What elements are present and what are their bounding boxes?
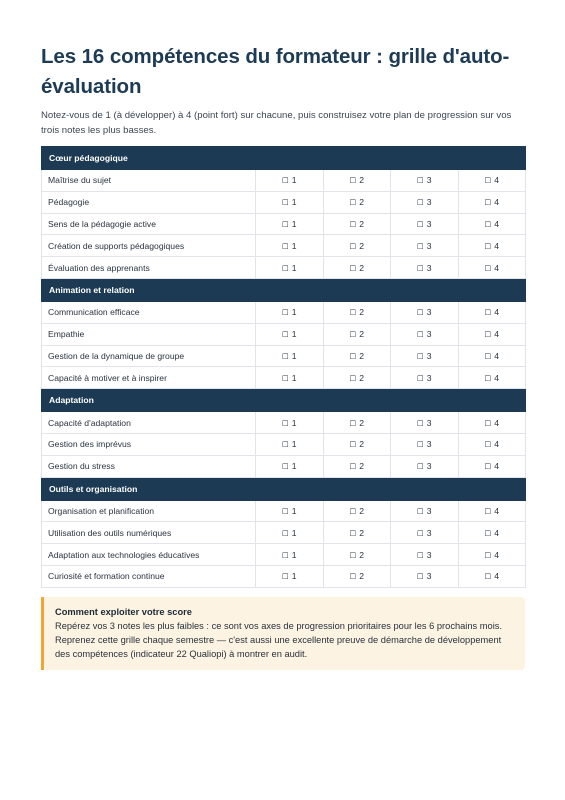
checkbox-icon[interactable]: ☐ (484, 351, 492, 361)
checkbox-icon[interactable]: ☐ (416, 440, 424, 450)
score-option-4[interactable] (458, 213, 526, 235)
score-value: 1 (291, 307, 297, 318)
checkbox-icon[interactable]: ☐ (281, 373, 289, 383)
score-option-3[interactable] (391, 522, 459, 544)
score-option-4[interactable] (458, 235, 526, 257)
score-value: 4 (494, 372, 500, 383)
score-value: 3 (426, 307, 432, 318)
score-option-3[interactable] (391, 301, 459, 323)
score-value: 3 (426, 197, 432, 208)
checkbox-icon[interactable]: ☐ (349, 550, 357, 560)
competency-label: Capacité d'adaptation (42, 412, 256, 434)
score-option-2[interactable] (323, 500, 391, 522)
checkbox-icon[interactable]: ☐ (349, 506, 357, 516)
score-value: 2 (359, 262, 364, 273)
score-option-1[interactable] (256, 323, 324, 345)
competency-label: Empathie (42, 323, 256, 345)
score-option-3[interactable] (391, 235, 459, 257)
checkbox-icon[interactable]: ☐ (484, 440, 492, 450)
score-option-1[interactable] (256, 191, 324, 213)
score-value: 3 (426, 571, 432, 582)
checkbox-icon[interactable]: ☐ (349, 198, 357, 208)
score-value: 3 (426, 417, 432, 428)
score-value: 2 (359, 197, 364, 208)
score-value: 3 (426, 461, 432, 472)
score-option-1[interactable] (256, 522, 324, 544)
score-option-2[interactable] (323, 412, 391, 434)
checkbox-icon[interactable]: ☐ (281, 241, 289, 251)
score-value: 4 (494, 175, 500, 186)
competency-label: Adaptation aux technologies éducatives (42, 544, 256, 566)
checkbox-icon[interactable]: ☐ (416, 418, 424, 428)
score-value: 4 (494, 461, 500, 472)
competency-label: Pédagogie (42, 191, 256, 213)
score-value: 2 (359, 218, 364, 229)
checkbox-icon[interactable]: ☐ (349, 308, 357, 318)
competency-label: Curiosité et formation continue (42, 565, 256, 587)
competency-row (42, 213, 526, 235)
score-option-1[interactable] (256, 412, 324, 434)
score-option-1[interactable] (256, 170, 324, 192)
score-value: 4 (494, 350, 500, 361)
score-option-2[interactable] (323, 191, 391, 213)
section-header (42, 278, 526, 301)
checkbox-icon[interactable]: ☐ (416, 219, 424, 229)
checkbox-icon[interactable]: ☐ (416, 241, 424, 251)
score-option-2[interactable] (323, 433, 391, 455)
checkbox-icon[interactable]: ☐ (416, 198, 424, 208)
competency-label: Communication efficace (42, 301, 256, 323)
checkbox-icon[interactable]: ☐ (416, 308, 424, 318)
score-value: 4 (494, 439, 500, 450)
score-option-3[interactable] (391, 191, 459, 213)
score-value: 3 (426, 175, 432, 186)
checkbox-icon[interactable]: ☐ (416, 330, 424, 340)
score-option-4[interactable] (458, 500, 526, 522)
competency-row (42, 412, 526, 434)
competency-label: Utilisation des outils numériques (42, 522, 256, 544)
section-header (42, 389, 526, 412)
checkbox-icon[interactable]: ☐ (416, 506, 424, 516)
section-title: Outils et organisation (42, 477, 526, 500)
score-value: 3 (426, 549, 432, 560)
score-value: 2 (359, 439, 364, 450)
checkbox-icon[interactable]: ☐ (484, 308, 492, 318)
score-option-1[interactable] (256, 455, 324, 477)
score-option-1[interactable] (256, 301, 324, 323)
section-header (42, 477, 526, 500)
checkbox-icon[interactable]: ☐ (281, 219, 289, 229)
competency-row (42, 323, 526, 345)
checkbox-icon[interactable]: ☐ (416, 528, 424, 538)
score-value: 3 (426, 505, 432, 516)
competency-label: Évaluation des apprenants (42, 257, 256, 279)
competency-row (42, 345, 526, 367)
score-option-4[interactable] (458, 412, 526, 434)
checkbox-icon[interactable]: ☐ (281, 550, 289, 560)
score-value: 3 (426, 329, 432, 340)
tip-title: Comment exploiter votre score (55, 606, 192, 617)
checkbox-icon[interactable]: ☐ (281, 440, 289, 450)
competency-label: Sens de la pédagogie active (42, 213, 256, 235)
score-option-3[interactable] (391, 500, 459, 522)
score-value: 1 (291, 197, 297, 208)
score-option-2[interactable] (323, 301, 391, 323)
competency-row (42, 433, 526, 455)
score-option-4[interactable] (458, 170, 526, 192)
score-value: 1 (291, 571, 297, 582)
score-option-2[interactable] (323, 455, 391, 477)
section-title: Animation et relation (42, 278, 526, 301)
score-option-2[interactable] (323, 323, 391, 345)
score-value: 1 (291, 218, 297, 229)
score-option-3[interactable] (391, 433, 459, 455)
checkbox-icon[interactable]: ☐ (281, 308, 289, 318)
score-option-3[interactable] (391, 367, 459, 389)
score-value: 1 (291, 549, 297, 560)
competency-label: Capacité à motiver et à inspirer (42, 367, 256, 389)
score-option-1[interactable] (256, 235, 324, 257)
score-value: 2 (359, 549, 364, 560)
checkbox-icon[interactable]: ☐ (281, 351, 289, 361)
score-option-1[interactable] (256, 213, 324, 235)
score-option-2[interactable] (323, 544, 391, 566)
checkbox-icon[interactable]: ☐ (349, 418, 357, 428)
competency-label: Gestion de la dynamique de groupe (42, 345, 256, 367)
checkbox-icon[interactable]: ☐ (349, 440, 357, 450)
competency-label: Organisation et planification (42, 500, 256, 522)
checkbox-icon[interactable]: ☐ (349, 462, 357, 472)
score-value: 4 (494, 240, 500, 251)
score-option-3[interactable] (391, 257, 459, 279)
checkbox-icon[interactable]: ☐ (349, 176, 357, 186)
score-value: 4 (494, 505, 500, 516)
score-value: 1 (291, 527, 297, 538)
checkbox-icon[interactable]: ☐ (484, 506, 492, 516)
score-value: 2 (359, 571, 364, 582)
score-value: 2 (359, 461, 364, 472)
score-value: 1 (291, 461, 297, 472)
checkbox-icon[interactable]: ☐ (484, 330, 492, 340)
checkbox-icon[interactable]: ☐ (281, 572, 289, 582)
score-value: 3 (426, 350, 432, 361)
score-value: 2 (359, 372, 364, 383)
competency-row (42, 500, 526, 522)
score-option-2[interactable] (323, 345, 391, 367)
score-option-1[interactable] (256, 367, 324, 389)
checkbox-icon[interactable]: ☐ (484, 176, 492, 186)
competency-row (42, 455, 526, 477)
score-value: 4 (494, 307, 500, 318)
score-option-2[interactable] (323, 213, 391, 235)
score-value: 3 (426, 240, 432, 251)
checkbox-icon[interactable]: ☐ (281, 506, 289, 516)
score-option-3[interactable] (391, 170, 459, 192)
checkbox-icon[interactable]: ☐ (484, 373, 492, 383)
score-option-4[interactable] (458, 455, 526, 477)
score-option-2[interactable] (323, 565, 391, 587)
competency-row (42, 235, 526, 257)
score-value: 2 (359, 307, 364, 318)
score-option-3[interactable] (391, 565, 459, 587)
score-option-4[interactable] (458, 565, 526, 587)
checkbox-icon[interactable]: ☐ (281, 462, 289, 472)
score-value: 1 (291, 175, 297, 186)
score-value: 1 (291, 240, 297, 251)
checkbox-icon[interactable]: ☐ (416, 263, 424, 273)
score-option-2[interactable] (323, 257, 391, 279)
score-value: 3 (426, 439, 432, 450)
checkbox-icon[interactable]: ☐ (349, 572, 357, 582)
checkbox-icon[interactable]: ☐ (281, 418, 289, 428)
score-option-4[interactable] (458, 257, 526, 279)
checkbox-icon[interactable]: ☐ (416, 373, 424, 383)
checkbox-icon[interactable]: ☐ (349, 330, 357, 340)
score-option-2[interactable] (323, 367, 391, 389)
score-option-4[interactable] (458, 345, 526, 367)
checkbox-icon[interactable]: ☐ (281, 263, 289, 273)
score-value: 2 (359, 240, 364, 251)
competency-row (42, 191, 526, 213)
score-option-3[interactable] (391, 323, 459, 345)
checkbox-icon[interactable]: ☐ (281, 330, 289, 340)
checkbox-icon[interactable]: ☐ (281, 198, 289, 208)
score-value: 1 (291, 329, 297, 340)
score-value: 3 (426, 218, 432, 229)
competency-row (42, 544, 526, 566)
score-option-3[interactable] (391, 544, 459, 566)
score-value: 4 (494, 329, 500, 340)
checkbox-icon[interactable]: ☐ (484, 241, 492, 251)
score-option-2[interactable] (323, 235, 391, 257)
competency-label: Création de supports pédagogiques (42, 235, 256, 257)
competency-row (42, 301, 526, 323)
score-value: 4 (494, 549, 500, 560)
checkbox-icon[interactable]: ☐ (416, 462, 424, 472)
score-option-4[interactable] (458, 433, 526, 455)
score-value: 2 (359, 329, 364, 340)
score-option-3[interactable] (391, 213, 459, 235)
checkbox-icon[interactable]: ☐ (349, 219, 357, 229)
tip-box (41, 597, 525, 670)
score-option-2[interactable] (323, 170, 391, 192)
competency-row (42, 565, 526, 587)
score-option-3[interactable] (391, 412, 459, 434)
competency-row (42, 257, 526, 279)
score-value: 4 (494, 218, 500, 229)
grid-body (42, 147, 526, 588)
checkbox-icon[interactable]: ☐ (281, 176, 289, 186)
score-value: 4 (494, 262, 500, 273)
score-value: 4 (494, 571, 500, 582)
score-value: 1 (291, 262, 297, 273)
checkbox-icon[interactable]: ☐ (416, 176, 424, 186)
score-value: 3 (426, 527, 432, 538)
checkbox-icon[interactable]: ☐ (416, 550, 424, 560)
checkbox-icon[interactable]: ☐ (484, 219, 492, 229)
competency-row (42, 522, 526, 544)
page-title: Les 16 compétences du formateur : grille d'auto-évaluation (41, 45, 510, 98)
score-option-1[interactable] (256, 544, 324, 566)
checkbox-icon[interactable]: ☐ (349, 351, 357, 361)
section-title: Cœur pédagogique (42, 147, 526, 170)
self-assessment-grid (41, 146, 526, 588)
score-value: 1 (291, 372, 297, 383)
competency-row (42, 367, 526, 389)
checkbox-icon[interactable]: ☐ (281, 528, 289, 538)
score-value: 2 (359, 175, 364, 186)
score-value: 1 (291, 350, 297, 361)
score-option-4[interactable] (458, 323, 526, 345)
score-option-3[interactable] (391, 345, 459, 367)
checkbox-icon[interactable]: ☐ (484, 528, 492, 538)
checkbox-icon[interactable]: ☐ (349, 528, 357, 538)
intro-text: Notez-vous de 1 (à développer) à 4 (point fort) sur chacune, puis construisez votre plan de progression sur vos trois notes les plus basses. (41, 110, 512, 136)
section-title: Adaptation (42, 389, 526, 412)
score-value: 4 (494, 197, 500, 208)
score-value: 1 (291, 417, 297, 428)
checkbox-icon[interactable]: ☐ (416, 351, 424, 361)
score-option-1[interactable] (256, 565, 324, 587)
score-value: 2 (359, 417, 364, 428)
checkbox-icon[interactable]: ☐ (484, 418, 492, 428)
competency-label: Gestion du stress (42, 455, 256, 477)
score-value: 1 (291, 505, 297, 516)
score-option-4[interactable] (458, 301, 526, 323)
score-value: 2 (359, 527, 364, 538)
score-option-2[interactable] (323, 522, 391, 544)
score-value: 4 (494, 527, 500, 538)
score-option-1[interactable] (256, 345, 324, 367)
score-option-4[interactable] (458, 191, 526, 213)
score-value: 2 (359, 350, 364, 361)
checkbox-icon[interactable]: ☐ (349, 241, 357, 251)
score-value: 3 (426, 262, 432, 273)
score-value: 1 (291, 439, 297, 450)
checkbox-icon[interactable]: ☐ (484, 462, 492, 472)
checkbox-icon[interactable]: ☐ (416, 572, 424, 582)
checkbox-icon[interactable]: ☐ (349, 263, 357, 273)
score-option-1[interactable] (256, 500, 324, 522)
checkbox-icon[interactable]: ☐ (484, 572, 492, 582)
checkbox-icon[interactable]: ☐ (484, 263, 492, 273)
tip-text: Repérez vos 3 notes les plus faibles : ce sont vos axes de progression prioritaires pour les 6 prochains mois. Reprenez cette grille chaque semestre — c'est aussi une excellente preuve de démarche de développement des compétences (indicateur 22 Qualiopi) à montrer en audit. (55, 620, 502, 659)
checkbox-icon[interactable]: ☐ (349, 373, 357, 383)
competency-label: Gestion des imprévus (42, 433, 256, 455)
score-option-3[interactable] (391, 455, 459, 477)
score-value: 4 (494, 417, 500, 428)
score-option-4[interactable] (458, 522, 526, 544)
competency-label: Maîtrise du sujet (42, 170, 256, 192)
section-header (42, 147, 526, 170)
checkbox-icon[interactable]: ☐ (484, 550, 492, 560)
competency-row (42, 170, 526, 192)
score-value: 2 (359, 505, 364, 516)
score-option-4[interactable] (458, 544, 526, 566)
score-option-1[interactable] (256, 433, 324, 455)
score-option-1[interactable] (256, 257, 324, 279)
checkbox-icon[interactable]: ☐ (484, 198, 492, 208)
score-value: 3 (426, 372, 432, 383)
score-option-4[interactable] (458, 367, 526, 389)
